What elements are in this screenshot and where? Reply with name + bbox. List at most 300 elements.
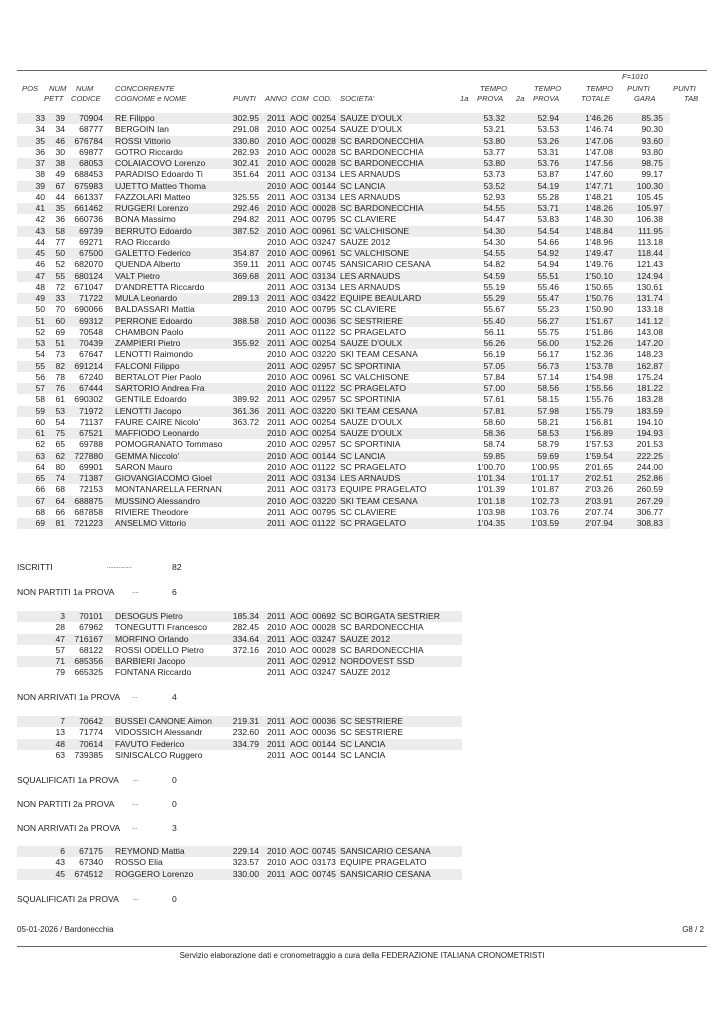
result-row [17,181,670,192]
section-row [17,645,462,656]
footer-date-place: 05-01-2026 / Bardonecchia [17,925,114,934]
cell-societa: SANSICARIO CESANA [340,259,431,270]
cell-tot: 1'55.76 [585,394,613,405]
cell-com: AOC [290,749,309,760]
section-label: SQUALIFICATI 1a PROVA [17,775,119,785]
cell-pos: 34 [35,124,45,135]
cell-nome: BERTALOT Pier Paolo [115,371,202,382]
cell-nome: MAFFIODO Leonardo [115,428,200,438]
result-row [17,136,670,147]
section-row [17,667,462,678]
cell-tot: 1'46.74 [585,124,613,135]
cell-tot: 1'57.53 [585,439,613,450]
cell-pos: 35 [35,135,45,146]
header-num-codice: NUM [76,84,94,93]
cell-t2: 1'00.95 [531,461,559,472]
cell-gara: 141.12 [636,315,663,326]
cell-com: AOC [290,611,309,621]
cell-gara: 133.18 [636,304,663,315]
header-f-label: F=1010 [622,72,648,81]
section-row [17,611,462,622]
section-count: 82 [172,562,182,572]
cell-codice: 69877 [79,146,103,157]
cell-anno: 2010 [267,236,287,247]
result-row [17,259,670,270]
cell-gara: 175.24 [636,371,663,382]
cell-nome: ROSSI Vittorio [115,135,171,146]
cell-pos: 59 [35,405,45,416]
cell-pos: 67 [35,495,45,506]
cell-cod: 03173 [312,484,336,495]
result-row [17,338,670,349]
result-row [17,462,670,473]
cell-cod: 00795 [312,304,336,315]
cell-nome: PERRONE Edoardo [115,315,193,326]
cell-t2: 1'03.76 [531,506,559,517]
cell-nome: BERRUTO Edoardo [115,225,192,236]
cell-codice: 665325 [74,667,103,678]
cell-nome: VALT Pietro [115,270,160,281]
cell-anno: 2010 [267,349,287,360]
cell-cod: 02957 [312,394,336,405]
cell-t1: 54.55 [483,203,505,213]
cell-t1: 54.82 [483,259,505,270]
cell-nome: ROSSI ODELLO Pietro [115,644,204,655]
cell-codice: 67962 [79,622,103,633]
cell-societa: SAUZE 2012 [340,633,391,644]
cell-cod: 00144 [312,450,336,461]
cell-com: AOC [290,169,309,180]
cell-societa: SC PRAGELATO [340,326,407,337]
cell-codice: 690302 [74,394,103,405]
result-row [17,214,670,225]
header-cod: COD. [313,94,332,103]
cell-punti: 372.16 [232,644,259,655]
cell-pett: 76 [55,383,65,393]
cell-societa: LES ARNAUDS [340,473,401,483]
cell-cod: 00745 [312,868,336,879]
section-count: 4 [172,692,177,702]
cell-anno: 2011 [267,868,286,879]
header-1a: 1a [460,94,469,103]
cell-anno: 2010 [267,857,287,868]
cell-cod: 00028 [312,203,336,213]
header-punti-gara: PUNTI [627,84,650,93]
header-pos: POS [22,84,39,93]
section-row [17,739,462,750]
cell-t2: 58.21 [537,416,559,427]
cell-punti: 388.58 [232,315,259,326]
footer-credit: Servizio elaborazione dati e cronometraggio a cura della FEDERAZIONE ITALIANA CRONOMETRISTI [179,951,545,960]
cell-pos: 47 [35,270,45,281]
cell-tot: 2'02.51 [585,473,613,483]
cell-cod: 01122 [312,461,336,472]
cell-t2: 58.79 [537,439,559,450]
cell-t2: 53.53 [537,124,559,135]
cell-cod: 00254 [312,428,336,438]
result-row [17,439,670,450]
cell-com: AOC [290,326,309,337]
header-2a: 2a [516,94,525,103]
cell-cod: 00961 [312,371,336,382]
cell-com: AOC [290,727,309,738]
cell-codice: 70548 [79,326,103,337]
cell-codice: 727880 [74,450,103,461]
cell-codice: 661337 [74,191,103,202]
cell-nome: LENOTTI Jacopo [115,405,182,416]
cell-pett: 33 [55,293,65,303]
cell-com: AOC [290,484,309,495]
cell-gara: 93.80 [641,146,663,157]
cell-cod: 00028 [312,644,336,655]
header-prova-2: PROVA [533,94,560,103]
cell-pos: 37 [35,158,45,168]
cell-com: AOC [290,473,309,483]
header-anno: ANNO [265,94,287,103]
cell-pett: 81 [55,518,65,528]
cell-societa: SKI TEAM CESANA [340,405,418,416]
cell-com: AOC [290,495,309,506]
cell-anno: 2011 [267,338,286,348]
cell-nome: GIOVANGIACOMO Gioel [115,473,212,483]
result-row [17,406,670,417]
cell-gara: 252.86 [636,473,663,483]
cell-com: AOC [290,416,309,427]
cell-pett: 79 [55,667,65,678]
cell-t1: 54.55 [483,248,505,258]
section-np2 [17,799,217,811]
cell-nome: ROSSO Elia [115,857,163,868]
cell-punti: 334.64 [232,633,259,644]
cell-com: AOC [290,124,309,135]
cell-pett: 67 [55,180,65,191]
header-codice: CODICE [71,94,101,103]
header-pett: PETT [44,94,64,103]
cell-societa: LES ARNAUDS [340,169,401,180]
cell-nome: ANSELMO Vittorio [115,518,187,528]
cell-codice: 70904 [79,113,103,123]
cell-cod: 03247 [312,236,336,247]
cell-pos: 65 [35,473,45,483]
cell-pett: 62 [55,450,65,461]
cell-pos: 68 [35,506,45,517]
cell-nome: CHAMBON Paolo [115,326,184,337]
section-dots: .... [132,801,139,807]
cell-pos: 62 [35,439,45,450]
cell-t1: 1'03.98 [477,506,505,517]
cell-cod: 00745 [312,259,336,270]
cell-pett: 65 [55,439,65,450]
cell-anno: 2010 [267,124,287,135]
cell-t1: 57.05 [483,360,505,371]
cell-punti: 229.14 [232,846,259,856]
cell-pett: 49 [55,169,65,180]
cell-tot: 1'47.71 [585,180,613,191]
cell-punti: 389.92 [232,394,259,405]
cell-anno: 2011 [267,749,286,760]
cell-societa: SC SESTRIERE [340,716,404,726]
cell-gara: 183.59 [636,405,663,416]
cell-codice: 67521 [79,428,103,438]
cell-pos: 63 [35,450,45,461]
cell-t2: 53.87 [537,169,559,180]
cell-cod: 03220 [312,495,336,506]
cell-t2: 54.94 [537,259,559,270]
cell-codice: 69901 [79,461,103,472]
cell-societa: SC BARDONECCHIA [340,158,424,168]
cell-pos: 55 [35,360,45,371]
cell-t2: 53.26 [537,135,559,146]
cell-pett: 7 [60,716,65,726]
cell-pett: 57 [55,644,65,655]
cell-com: AOC [290,667,309,678]
cell-pos: 56 [35,371,45,382]
cell-pos: 38 [35,169,45,180]
cell-societa: SAUZE D'OULX [340,338,403,348]
cell-nome: TONEGUTTI Francesco [115,622,208,633]
cell-com: AOC [290,293,309,303]
cell-punti: 302.41 [232,158,259,168]
section-dots: ... [132,825,138,831]
cell-codice: 691214 [74,360,103,371]
result-row [17,518,670,529]
cell-t1: 54.59 [483,270,505,281]
cell-pos: 41 [35,203,45,213]
cell-nome: POMOGRANATO Tommaso [115,439,223,450]
cell-nome: DESOGUS Pietro [115,611,183,621]
cell-tot: 1'49.76 [585,259,613,270]
cell-pett: 3 [60,611,65,621]
cell-societa: SC CLAVIERE [340,304,397,315]
section-row [17,634,462,645]
result-row [17,316,670,327]
cell-cod: 00028 [312,146,336,157]
cell-codice: 690066 [74,304,103,315]
cell-codice: 68053 [79,158,103,168]
cell-codice: 71722 [79,293,103,303]
cell-cod: 00254 [312,124,336,135]
header-tempo-2: TEMPO [534,84,562,93]
result-row [17,349,670,360]
cell-societa: LES ARNAUDS [340,270,401,281]
cell-t1: 59.85 [483,450,505,461]
cell-gara: 147.20 [636,338,663,348]
cell-codice: 716167 [74,633,103,644]
cell-nome: ZAMPIERI Pietro [115,338,181,348]
cell-punti: 355.92 [232,338,259,348]
cell-pos: 40 [35,191,45,202]
cell-t1: 53.77 [483,146,505,157]
cell-cod: 02912 [312,656,336,666]
cell-t2: 56.00 [537,338,559,348]
cell-tot: 1'48.96 [585,236,613,247]
cell-com: AOC [290,738,309,749]
cell-cod: 00254 [312,338,336,348]
cell-codice: 685356 [74,656,103,666]
cell-pos: 33 [35,113,45,123]
cell-cod: 03247 [312,667,336,678]
cell-t2: 54.54 [537,225,559,236]
result-row [17,293,670,304]
cell-t2: 54.19 [537,180,559,191]
cell-codice: 67444 [79,383,103,393]
cell-com: AOC [290,394,309,405]
cell-societa: SC BORGATA SESTRIER [340,611,440,621]
cell-codice: 721223 [74,518,103,528]
cell-gara: 306.77 [636,506,663,517]
cell-t1: 54.30 [483,236,505,247]
cell-t1: 58.74 [483,439,505,450]
cell-anno: 2010 [267,315,287,326]
cell-punti: 294.82 [232,214,259,225]
cell-societa: SC VALCHISONE [340,225,410,236]
cell-t1: 54.47 [483,214,505,225]
cell-cod: 03247 [312,633,336,644]
header-gara: GARA [634,94,656,103]
cell-codice: 671047 [74,281,103,292]
cell-pett: 34 [55,124,65,135]
header-societa: SOCIETA' [340,94,375,103]
cell-tot: 1'59.54 [585,450,613,461]
cell-pett: 38 [55,158,65,168]
cell-anno: 2010 [267,180,287,191]
cell-cod: 03134 [312,191,336,202]
cell-pett: 50 [55,248,65,258]
cell-t2: 53.71 [537,203,559,213]
cell-codice: 67647 [79,349,103,360]
cell-societa: SC LANCIA [340,180,386,191]
result-row [17,237,670,248]
cell-codice: 676784 [74,135,103,146]
cell-anno: 2011 [267,326,286,337]
header-com: COM [291,94,309,103]
cell-cod: 03134 [312,281,336,292]
cell-punti: 334.79 [232,738,259,749]
cell-pos: 60 [35,416,45,427]
cell-pos: 49 [35,293,45,303]
cell-t1: 57.61 [483,394,505,405]
section-label: NON PARTITI 2a PROVA [17,799,115,809]
cell-t1: 56.19 [483,349,505,360]
result-row [17,484,670,495]
cell-t2: 57.98 [537,405,559,416]
section-row [17,727,462,738]
cell-gara: 121.43 [636,259,663,270]
cell-societa: SC BARDONECCHIA [340,146,424,157]
cell-nome: GALETTO Federico [115,248,191,258]
cell-nome: COLAIACOVO Lorenzo [115,158,206,168]
cell-com: AOC [290,113,309,123]
cell-pett: 73 [55,349,65,360]
result-row [17,428,670,439]
section-na2 [17,823,217,835]
cell-anno: 2011 [267,484,286,495]
cell-pos: 50 [35,304,45,315]
cell-pett: 74 [55,473,65,483]
cell-punti: 282.93 [232,146,259,157]
cell-com: AOC [290,644,309,655]
cell-t2: 55.28 [537,191,559,202]
cell-nome: FAVUTO Federico [115,738,185,749]
cell-anno: 2011 [267,667,286,678]
cell-pos: 53 [35,338,45,348]
cell-codice: 660736 [74,214,103,225]
cell-gara: 99.17 [641,169,663,180]
section-row [17,716,462,727]
cell-codice: 67500 [79,248,103,258]
result-row [17,124,670,135]
cell-anno: 2011 [267,169,286,180]
cell-gara: 222.25 [636,450,663,461]
cell-cod: 03134 [312,270,336,281]
cell-anno: 2011 [267,633,286,644]
cell-pett: 45 [55,868,65,879]
cell-codice: 70642 [79,716,103,726]
cell-t2: 55.75 [537,326,559,337]
cell-codice: 71137 [79,416,103,427]
cell-nome: MULA Leonardo [115,293,178,303]
cell-nome: BUSSEI CANONE Aimon [115,716,212,726]
cell-anno: 2011 [267,281,286,292]
cell-com: AOC [290,259,309,270]
cell-punti: 359.11 [233,259,259,270]
result-row [17,304,670,315]
cell-t2: 1'01.17 [531,473,559,483]
cell-gara: 201.53 [636,439,663,450]
cell-anno: 2011 [267,259,286,270]
cell-com: AOC [290,338,309,348]
cell-codice: 71774 [79,727,103,738]
cell-gara: 148.23 [636,349,663,360]
cell-codice: 674512 [74,868,103,879]
cell-com: AOC [290,146,309,157]
cell-societa: SANSICARIO CESANA [340,846,431,856]
cell-nome: SINISCALCO Ruggero [115,749,203,760]
cell-cod: 00028 [312,135,336,146]
cell-nome: FAZZOLARI Matteo [115,191,191,202]
cell-punti: 325.55 [232,191,259,202]
header-totale: TOTALE [581,94,610,103]
cell-nome: BERGOIN Ian [115,124,169,135]
cell-com: AOC [290,315,309,326]
cell-societa: SC BARDONECCHIA [340,203,424,213]
cell-nome: LENOTTI Raimondo [115,349,193,360]
cell-t1: 58.36 [483,428,505,438]
cell-tot: 1'56.81 [585,416,613,427]
cell-tot: 1'48.21 [585,191,613,202]
cell-punti: 323.57 [232,857,259,868]
section-count: 0 [172,775,177,785]
cell-pett: 35 [55,203,65,213]
cell-pett: 6 [60,846,65,856]
cell-tot: 1'56.89 [585,428,613,438]
cell-pett: 46 [55,135,65,146]
cell-anno: 2010 [267,644,287,655]
cell-cod: 00961 [312,248,336,258]
cell-cod: 00254 [312,416,336,427]
cell-nome: RIVIERE Theodore [115,506,189,517]
cell-anno: 2011 [267,656,286,666]
cell-societa: SC VALCHISONE [340,371,410,382]
cell-tot: 1'47.06 [585,135,613,146]
cell-com: AOC [290,180,309,191]
cell-tot: 1'53.78 [585,360,613,371]
cell-societa: SAUZE D'OULX [340,428,403,438]
footer-rule [17,946,707,947]
cell-pos: 45 [35,248,45,258]
cell-tot: 2'03.26 [585,484,613,495]
cell-gara: 194.10 [636,416,663,427]
